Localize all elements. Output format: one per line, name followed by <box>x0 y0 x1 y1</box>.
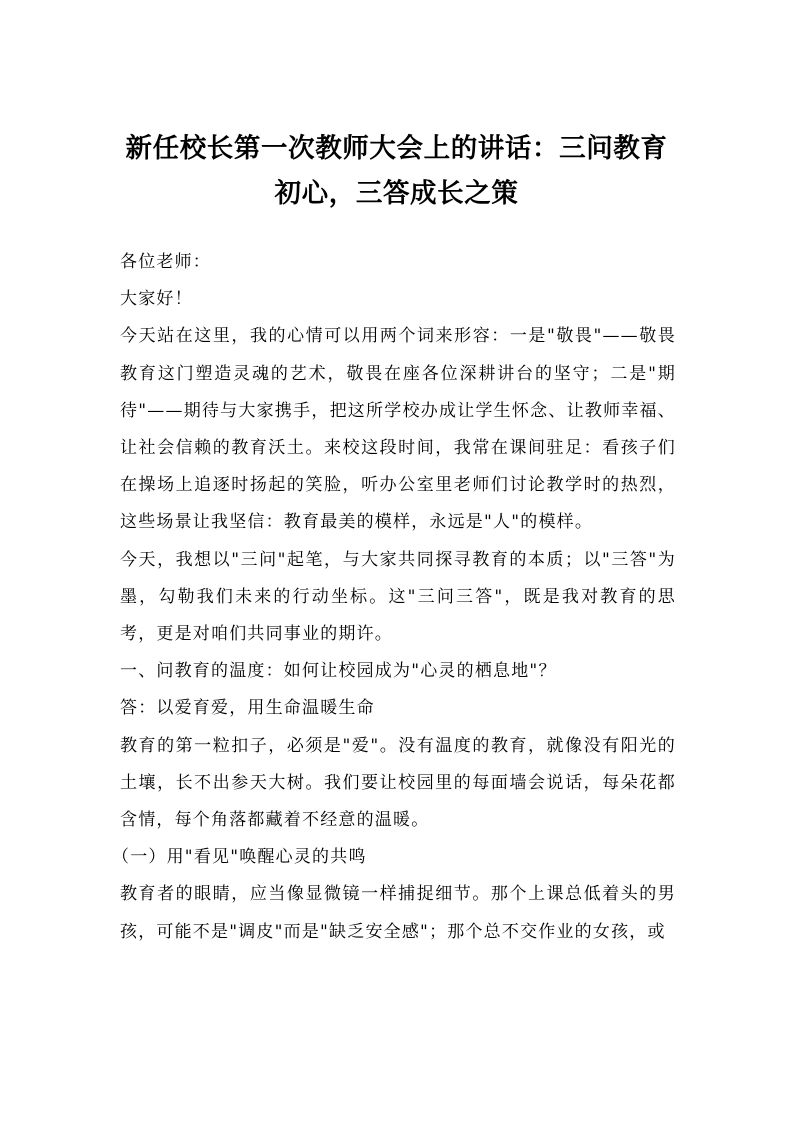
section-body-paragraph: 教育的第一粒扣子，必须是"爱"。没有温度的教育，就像没有阳光的土壤，长不出参天大树。我们要让校园里的每面墙会说话，每朵花都含情，每个角落都藏着不经意的温暖。 <box>120 735 676 831</box>
intro-paragraph: 今天，我想以"三问"起笔，与大家共同探寻教育的本质；以"三答"为墨，勾勒我们未来的行动坐标。这"三问三答"，既是我对教育的思考，更是对咱们共同事业的期许。 <box>120 549 676 645</box>
document-body <box>112 244 676 951</box>
section-answer-1: 答：以爱育爱，用生命温暖生命 <box>120 698 375 719</box>
subsection-heading-1: （一）用"看见"唤醒心灵的共鸣 <box>112 847 367 868</box>
document-title: 新任校长第一次教师大会上的讲话：三问教育初心，三答成长之策 <box>125 133 668 209</box>
salutation: 各位老师： <box>120 252 211 272</box>
opening-paragraph: 今天站在这里，我的心情可以用两个词来形容：一是"敬畏"——敬畏教育这门塑造灵魂的艺术，敬畏在座各位深耕讲台的坚守；二是"期待"——期待与大家携手，把这所学校办成让学生怀念、让教师幸福、让社会信赖的教育沃土。来校这段时间，我常在课间驻足：看孩子们在操场上追逐时扬起的笑脸，听办公室里老师们讨论教学时的热烈，这些场景让我坚信：教育最美的模样，永远是"人"的模样。 <box>120 326 676 533</box>
greeting: 大家好！ <box>120 289 193 310</box>
section-heading-1: 一、问教育的温度：如何让校园成为"心灵的栖息地"？ <box>120 661 557 682</box>
subsection-body-paragraph: 教育者的眼睛，应当像显微镜一样捕捉细节。那个上课总低着头的男孩，可能不是"调皮"而是"缺乏安全感"；那个总不交作业的女孩，或 <box>120 884 676 942</box>
